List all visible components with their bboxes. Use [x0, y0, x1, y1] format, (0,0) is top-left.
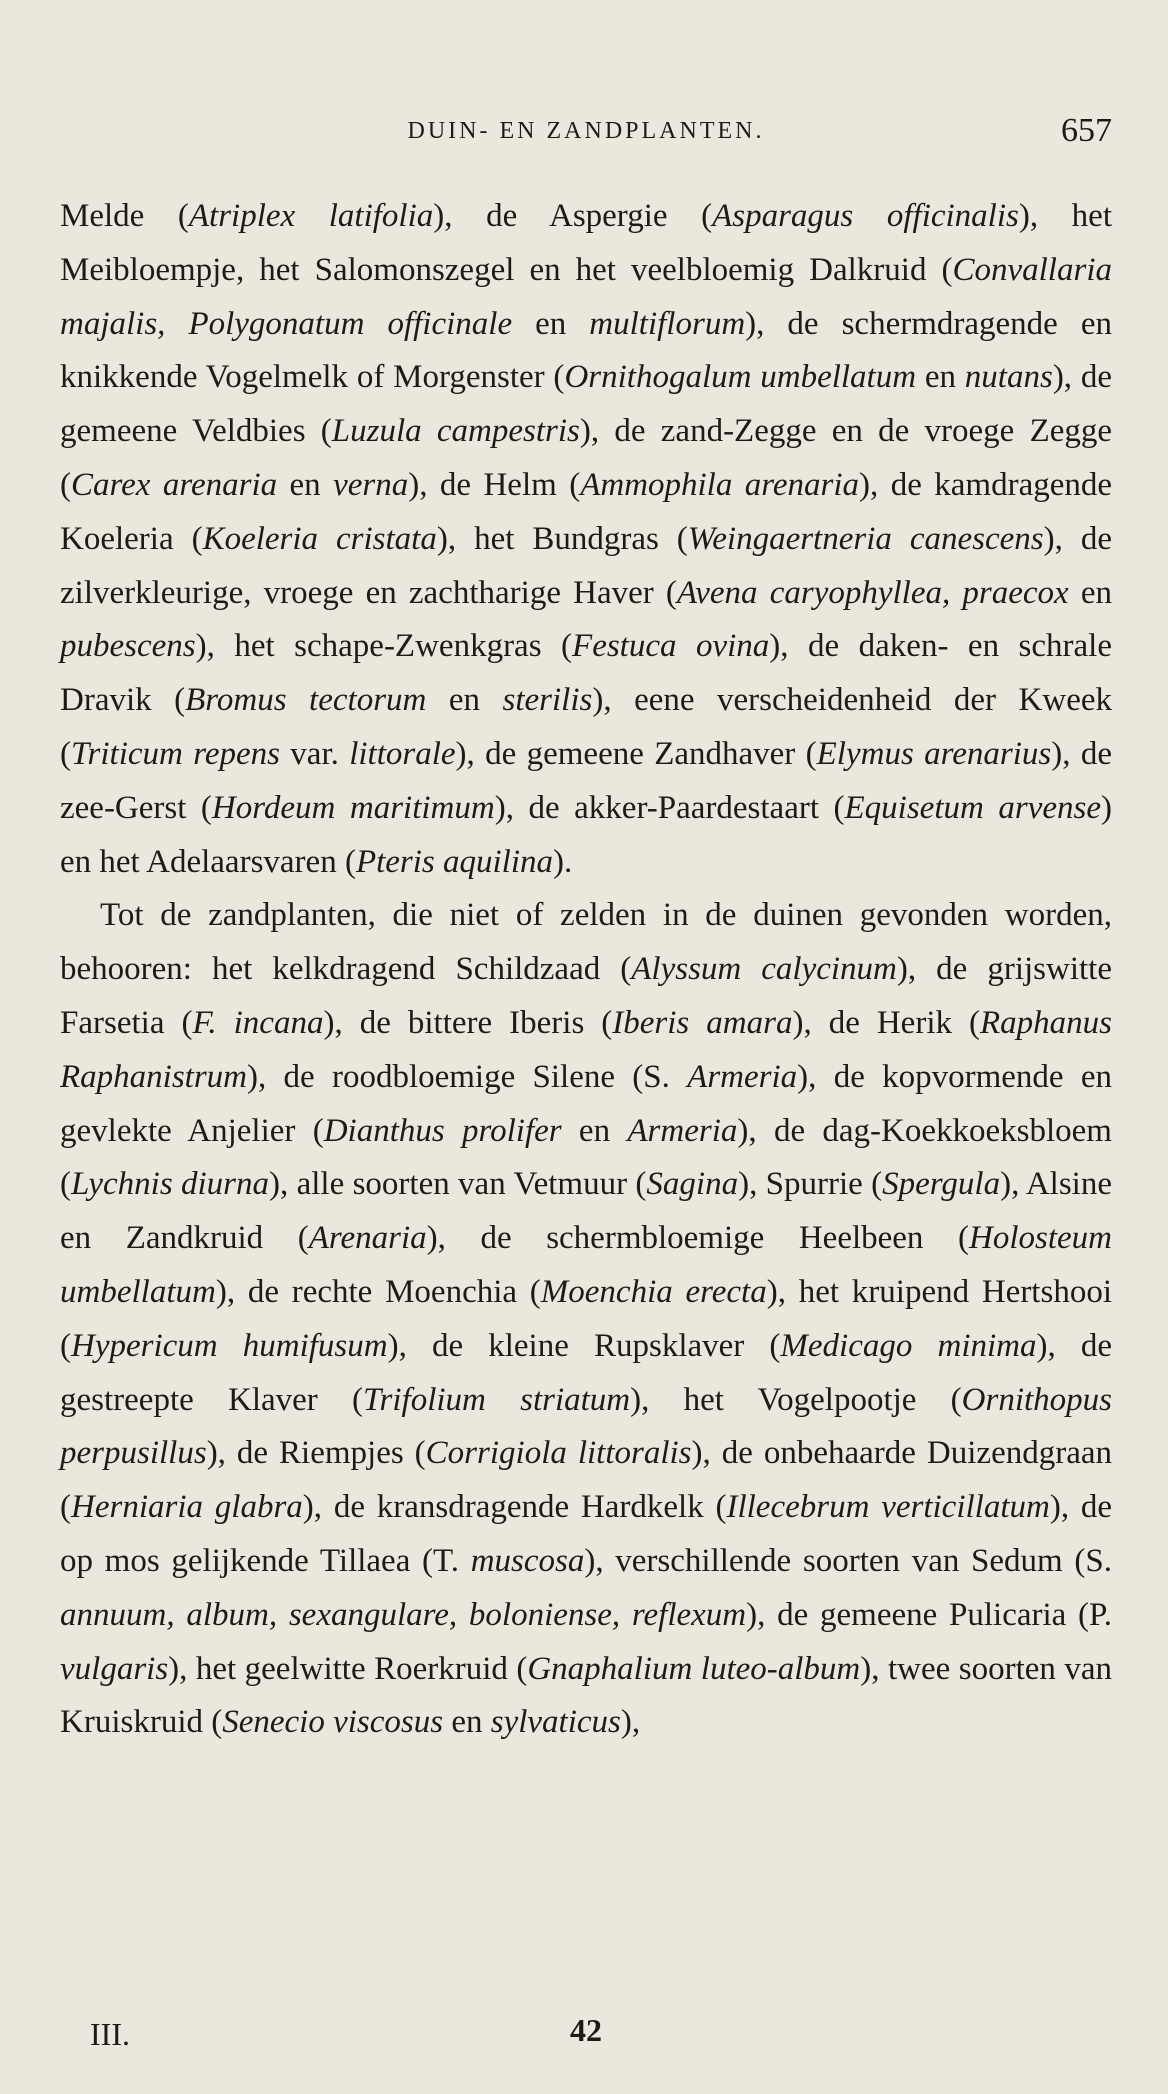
body-text: [60, 190, 1112, 1750]
latin-name: Ornithopus perpusillus: [60, 1381, 1113, 1472]
text-segment: ), alle soorten van Vetmuur (: [269, 1166, 647, 1203]
page-header: [60, 112, 1112, 158]
latin-name: Hordeum maritimum: [211, 789, 495, 826]
latin-name: multiflorum: [589, 305, 746, 342]
latin-name: nutans: [964, 359, 1053, 396]
text-segment: ), het Bundgras (: [436, 520, 688, 557]
latin-name: vulgaris: [60, 1650, 169, 1687]
text-segment: ), eene verscheidenheid der Kweek (: [60, 682, 1112, 772]
text-segment: ), de rechte Moenchia (: [215, 1273, 541, 1310]
latin-name: Gnaphalium luteo-album: [527, 1650, 861, 1687]
text-segment: T.: [433, 1542, 471, 1579]
text-segment: ), de bittere Iberis (: [323, 1004, 613, 1041]
text-segment: Tot de zandplanten, die niet of zelden in de duinen gevonden worden, behooren: het kelkdragend Schildzaad (: [60, 897, 1112, 988]
latin-name: Elymus arenarius: [816, 735, 1052, 772]
latin-name: sterilis: [502, 682, 593, 719]
paragraph: [60, 889, 1112, 1750]
text-segment: ), Spurrie (: [738, 1166, 883, 1203]
page-footer: [60, 2012, 1112, 2056]
latin-name: Illecebrum verticillatum: [726, 1489, 1050, 1526]
latin-name: Equisetum arvense: [844, 789, 1101, 826]
text-segment: ), het Meibloempje, het Salomonszegel en het veelbloemig Dalkruid (: [60, 198, 1112, 288]
text-segment: ), de gestreepte Klaver (: [60, 1327, 1112, 1418]
latin-name: littorale: [349, 735, 456, 772]
latin-name: Holosteum umbellatum: [60, 1220, 1112, 1310]
text-segment: ), de kransdragende Hardkelk (: [302, 1489, 727, 1526]
latin-name: Corrigiola littoralis: [425, 1435, 692, 1472]
text-segment: ), de gemeene Zandhaver (: [455, 735, 817, 772]
latin-name: Moenchia erecta: [540, 1273, 767, 1310]
latin-name: Arenaria: [308, 1220, 427, 1257]
latin-name: Medicago minima: [780, 1327, 1037, 1364]
text-segment: ), het schape-Zwenkgras (: [195, 628, 573, 665]
latin-name: Asparagus officinalis: [712, 198, 1019, 234]
latin-name: Dianthus prolifer: [323, 1112, 562, 1149]
latin-name: Armeria: [627, 1112, 738, 1149]
latin-name: verna: [333, 466, 409, 503]
latin-name: Lychnis diurna: [71, 1166, 270, 1203]
latin-name: Koeleria cristata: [202, 520, 437, 557]
text-segment: en: [561, 1112, 628, 1149]
text-segment: ), de op mos gelijkende Tillaea (: [60, 1489, 1112, 1579]
latin-name: Alyssum calycinum: [631, 951, 897, 988]
text-segment: en: [443, 1704, 491, 1741]
text-segment: ), de schermdragende en knikkende Vogelmelk of Morgenster (: [60, 305, 1112, 396]
text-segment: ), de kamdragende Koeleria (: [60, 466, 1113, 557]
text-segment: ), het kruipend Hertshooi (: [60, 1273, 1112, 1364]
page-number: 657: [1061, 112, 1112, 149]
text-segment: en: [916, 359, 965, 396]
text-segment: ), de dag-Koekkoeksbloem (: [60, 1112, 1112, 1203]
text-segment: en: [426, 682, 503, 719]
latin-name: Trifolium striatum: [363, 1381, 631, 1418]
latin-name: Spergula: [882, 1166, 1001, 1203]
text-segment: ), de onbehaarde Duizendgraan (: [60, 1435, 1112, 1526]
paragraph: [60, 190, 1112, 889]
text-segment: ), twee soorten van Kruiskruid (: [60, 1650, 1113, 1741]
latin-name: Avena caryophyllea, praecox: [676, 574, 1069, 611]
latin-name: Weingaertneria canescens: [687, 520, 1044, 557]
latin-name: Luzula campestris: [331, 413, 580, 450]
text-segment: ), het geelwitte Roerkruid (: [168, 1650, 528, 1687]
latin-name: Sagina: [646, 1166, 739, 1203]
latin-name: pubescens: [60, 628, 196, 665]
text-segment: S.: [643, 1058, 688, 1095]
text-segment: ), de Herik (: [792, 1004, 980, 1041]
text-segment: ), de daken- en schrale Dravik (: [60, 628, 1112, 719]
latin-name: sylvaticus: [490, 1704, 621, 1741]
latin-name: Atriplex latifolia: [188, 198, 434, 234]
running-title: DUIN- EN ZANDPLANTEN.: [407, 118, 765, 144]
text-segment: P.: [1089, 1596, 1112, 1633]
text-segment: Melde (: [60, 198, 189, 234]
latin-name: Senecio viscosus: [222, 1704, 444, 1741]
sheet-signature: 42: [570, 2012, 602, 2048]
latin-name: Pteris aquilina: [355, 843, 554, 880]
text-segment: ), verschillende soorten van Sedum (: [584, 1542, 1086, 1579]
text-segment: ), de kopvormende en gevlekte Anjelier (: [60, 1058, 1112, 1149]
latin-name: Hypericum humifusum: [71, 1327, 388, 1364]
latin-name: Iberis amara: [612, 1004, 793, 1041]
text-segment: en: [512, 305, 590, 342]
latin-name: Triticum repens: [71, 735, 280, 772]
latin-name: Herniaria glabra: [71, 1489, 303, 1526]
text-segment: ), de Riempjes (: [206, 1435, 426, 1472]
text-segment: ), de zilverkleurige, vroege en zachtharige Haver (: [60, 520, 1112, 611]
text-segment: ), de gemeene Veldbies (: [60, 359, 1112, 450]
latin-name: Carex arenaria: [71, 466, 278, 503]
text-segment: ), Alsine en Zandkruid (: [60, 1166, 1112, 1257]
text-segment: ), de kleine Rupsklaver (: [387, 1327, 781, 1364]
text-segment: ), het Vogelpootje (: [630, 1381, 962, 1418]
text-segment: ), de zee-Gerst (: [60, 735, 1112, 826]
latin-name: muscosa: [470, 1542, 585, 1579]
text-segment: ), de gemeene Pulicaria (: [746, 1596, 1090, 1633]
latin-name: Ornithogalum umbellatum: [564, 359, 917, 396]
text-segment: ), de grijswitte Farsetia (: [60, 951, 1112, 1041]
text-segment: ),: [620, 1704, 641, 1741]
text-segment: ), de zand-Zegge en de vroege Zegge (: [60, 413, 1113, 503]
latin-name: Armeria: [687, 1058, 798, 1095]
text-segment: ), de roodbloemige Silene (: [247, 1058, 644, 1095]
text-segment: var.: [279, 735, 350, 772]
text-segment: en: [1068, 574, 1112, 611]
text-segment: ), de akker-Paardestaart (: [494, 789, 845, 826]
text-segment: ) en het Adelaarsvaren (: [60, 789, 1112, 880]
text-segment: en: [277, 466, 334, 503]
latin-name: Convallaria majalis, Polygonatum officinale: [60, 251, 1112, 342]
latin-name: annuum, album, sexangulare, boloniense, reflexum: [60, 1596, 747, 1633]
text-segment: ).: [553, 843, 573, 880]
text-segment: S.: [1085, 1542, 1112, 1579]
latin-name: Raphanus Raphanistrum: [60, 1004, 1112, 1095]
text-segment: ), de schermbloemige Heelbeen (: [426, 1220, 969, 1257]
latin-name: Festuca ovina: [572, 628, 770, 665]
latin-name: Bromus tectorum: [185, 682, 427, 719]
text-segment: ), de Helm (: [408, 466, 581, 503]
volume-signature: III.: [90, 2016, 130, 2052]
latin-name: F. incana: [192, 1004, 324, 1041]
latin-name: Ammophila arenaria: [580, 466, 860, 503]
text-segment: ), de Aspergie (: [433, 198, 713, 234]
